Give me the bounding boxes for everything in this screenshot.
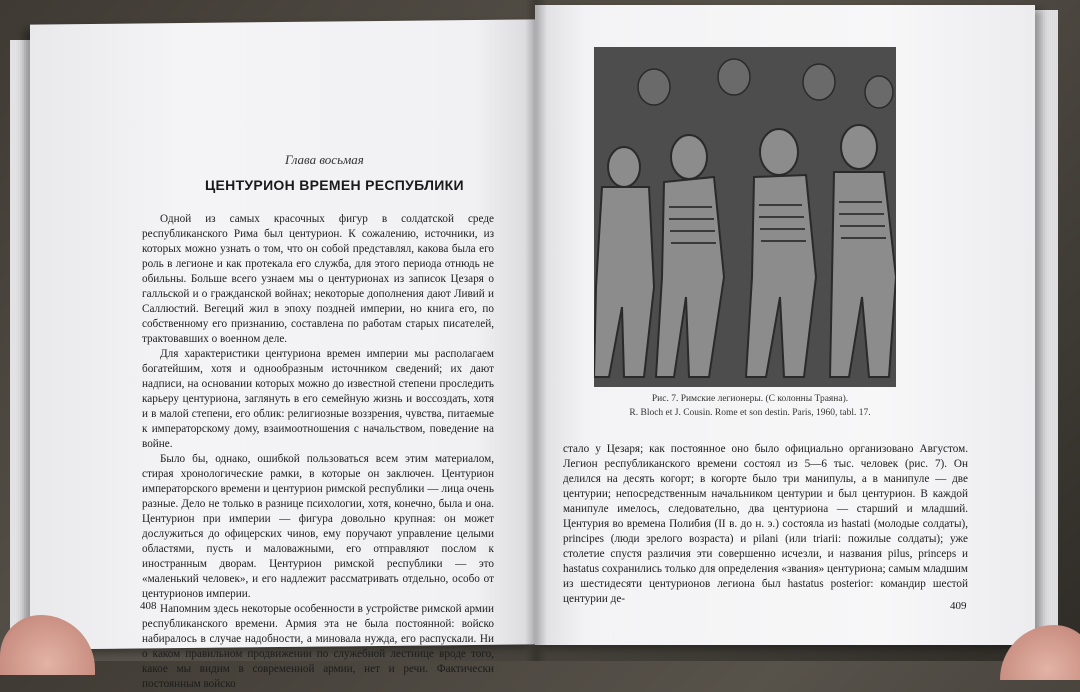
caption-source: R. Bloch et J. Cousin. Rome et son destin. Paris, 1960, tabl. 17. (629, 408, 871, 418)
figure-caption (600, 392, 900, 420)
paragraph: стало у Цезаря; как постоянное оно было официально организовано Августом. Легион республиканского времени состоял из 5—6 тыс. человек (рис. 7). Он делился на десять когорт; в когорте было три манипулы, а в манипуле — две центурии; непосредственным начальником центурии и был центурион. В каждой манипуле имелось, следовательно, два центуриона — старший и младший. Центурия во времена Полибия (II в. до н. э.) состояла из hastati (молодые солдаты), principes (люди зрелого возраста) и pilani (или triarii: пожилые солдаты); уже столетие спустя различия эти совершенно исчезли, и названия pilus, princeps и hastatus сохранились только для определения «звания» центуриона; самым младшим из шестидесяти центурионов легиона был hastatus posterior: командир шестой центурии де- (563, 443, 968, 605)
paragraph: Одной из самых красочных фигур в солдатской среде республиканского Рима был центурион. К сожалению, источники, из которых можно узнать о том, что он собой представлял, какова была его роль в легионе и как протекала его служба, для этого периода отнюдь не обильны. Больше всего узнаем мы о центурионах из записок Цезаря о галльской и о гражданской войнах; некоторые дополнения дают Ливий и Саллюстий. Вегеций жил в эпоху поздней империи, но книга его, по собственному его признанию, составлена по работам старых писателей, трактовавших о военном деле. (142, 213, 494, 345)
page-number-right: 409 (950, 600, 967, 612)
left-page-text (142, 212, 494, 692)
paragraph: Для характеристики центуриона времен империи мы располагаем богатейшим, хотя и однообразным источником сведений; их дают надписи, на основании которых можно до известной степени проследить карьеру центуриона, заглянуть в его семейную жизнь и воссоздать, хотя и в малой степени, его облик: религиозные воззрения, чувства, питаемые к императорскому дому, взаимоотношения с начальством, поведение на войне. (142, 348, 494, 450)
relief-figure (594, 47, 896, 387)
relief-illustration (594, 47, 896, 387)
chapter-label: Глава восьмая (285, 152, 364, 167)
right-page-text (563, 442, 968, 607)
paragraph: Было бы, однако, ошибкой пользоваться всем этим материалом, стирая хронологические рамки, в которые он заключен. Центурион императорского времени и центурион римской республики — лица очень разные. Дело не только в разнице психологии, хотя, конечно, была и она. Центурион при империи — фигура довольно крупная: он может дослужиться до офицерских чинов, ему поручают управление целыми областями, пусть и маловажными, его отправляют послом к иностранным дворам. Центурион римской республики — это «маленький человек», и его надлежит рассматривать отдельно, особо от центурионов империи. (142, 453, 494, 600)
book-gutter (525, 0, 547, 661)
caption-title: Рис. 7. Римские легионеры. (С колонны Траяна). (651, 394, 849, 404)
chapter-title: ЦЕНТУРИОН ВРЕМЕН РЕСПУБЛИКИ (205, 177, 464, 193)
paragraph: Напомним здесь некоторые особенности в устройстве римской армии республиканского времени. Армия эта не была постоянной: войско набиралось в случае надобности, а миновала нужда, его распускали. Ни о каком правильном продвижении по служебной лестнице вроде того, какое мы видим в современной армии, нет и речи. Фактически постоянным войско (142, 603, 494, 690)
page-number-left: 408 (140, 600, 157, 612)
